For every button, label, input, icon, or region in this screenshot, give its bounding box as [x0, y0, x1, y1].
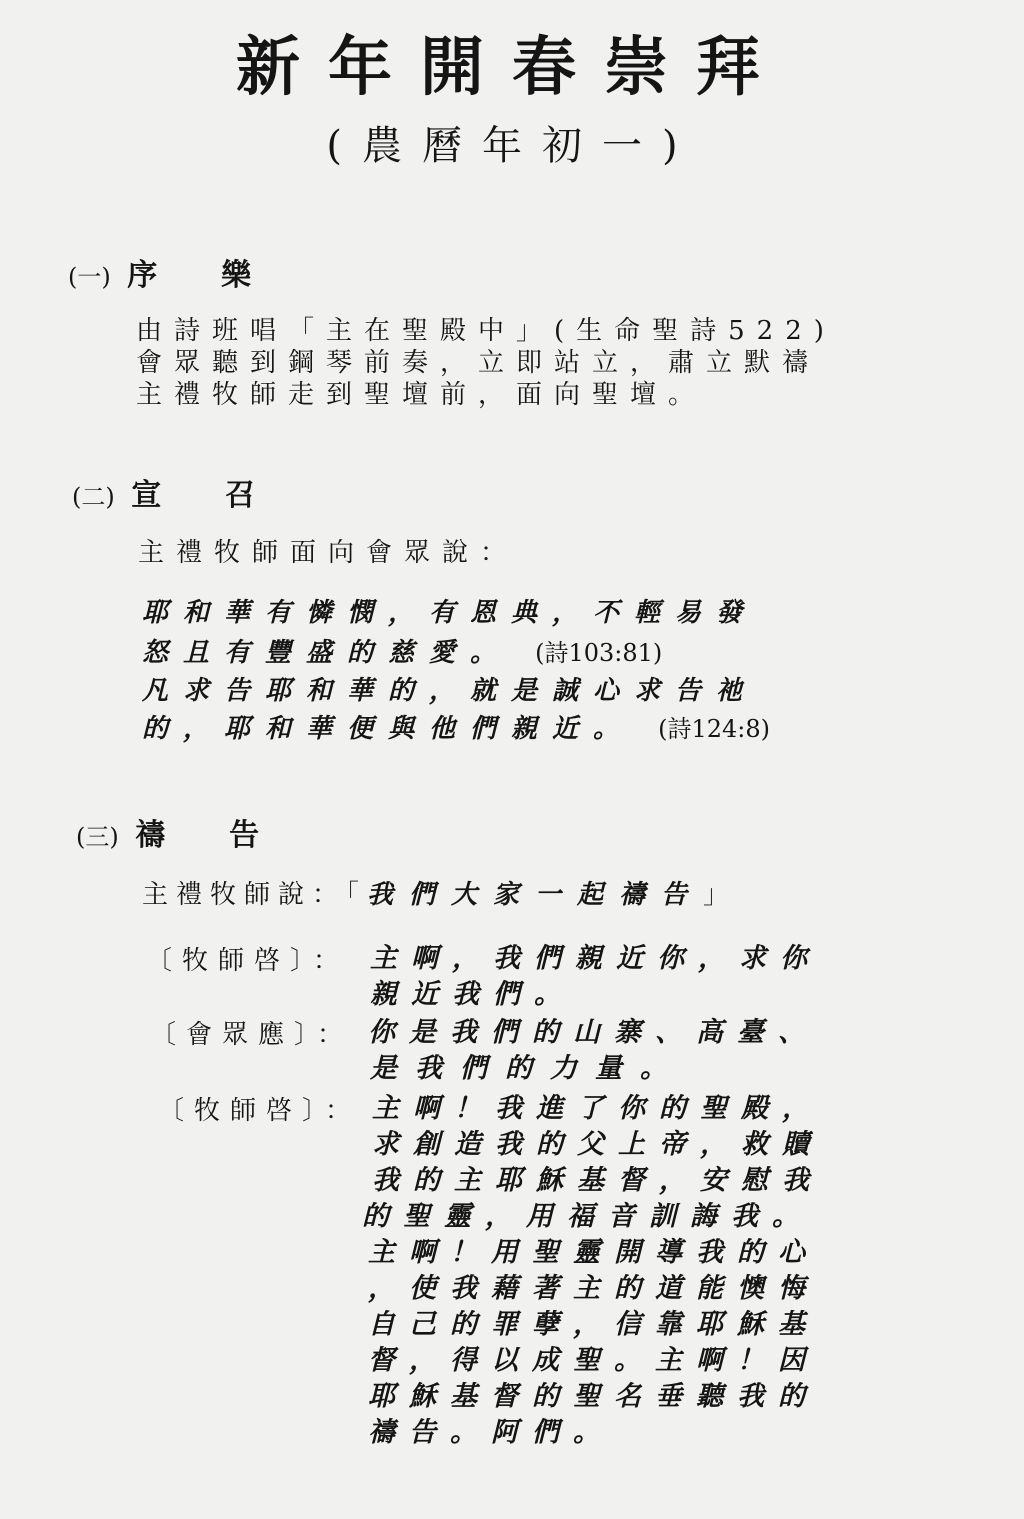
section-1-title: 序樂: [127, 258, 316, 293]
section-2-number: (二): [72, 483, 115, 511]
response-line: 我的主耶穌基督，安慰我: [372, 1165, 823, 1196]
response-line: 是我們的力量。: [370, 1053, 685, 1084]
response-line: 耶穌基督的聖名垂聽我的: [368, 1381, 819, 1412]
page-title: 新年開春崇拜: [236, 30, 788, 105]
response-line: 自己的罪孽，信靠耶穌基: [368, 1309, 819, 1340]
verse-line: [142, 592, 757, 629]
role-label-pastor: 〔牧師啓〕：: [146, 946, 350, 976]
response-line: 督，得以成聖。主啊！因: [368, 1345, 819, 1376]
section-1-number: (一): [68, 263, 111, 291]
verse-line: [142, 632, 662, 669]
verse-text: 凡求告耶和華的，就是誠心求告祂: [142, 676, 758, 706]
verse-text: 的，耶和華便與他們親近。: [142, 714, 635, 744]
verse-text: 耶和華有憐憫，有恩典，不輕易發: [142, 598, 758, 628]
response-line: 禱告。阿們。: [368, 1417, 614, 1448]
verse-reference: (詩103:81): [535, 639, 663, 667]
verse-reference: (詩124:8): [658, 715, 770, 743]
section-1-line: 會眾聽到鋼琴前奏，立即站立，肅立默禱: [136, 348, 821, 378]
role-label-pastor: 〔牧師啓〕：: [158, 1096, 362, 1126]
response-line: 求創造我的父上帝，救贖: [372, 1129, 823, 1160]
section-2-intro: 主禮牧師面向會眾說：: [138, 538, 519, 568]
section-1-line: 由詩班唱「主在聖殿中」(生命聖詩522): [136, 316, 836, 346]
response-line: 你是我們的山寨、高臺、: [368, 1017, 819, 1048]
section-1-line: 主禮牧師走到聖壇前，面向聖壇。: [136, 380, 707, 410]
response-line: 主啊，我們親近你，求你: [370, 943, 821, 974]
section-1-heading: [68, 250, 315, 294]
section-2-title: 宣召: [131, 478, 320, 513]
response-line: 主啊！我進了你的聖殿，: [372, 1093, 823, 1124]
response-line: 親近我們。: [370, 979, 575, 1010]
section-2-heading: [72, 470, 319, 514]
intro-close: 」: [703, 880, 738, 910]
section-3-number: (三): [76, 823, 119, 851]
response-line: 主啊！用聖靈開導我的心: [368, 1237, 819, 1268]
role-label-congregation: 〔會眾應〕：: [150, 1020, 354, 1050]
verse-text: 怒且有豐盛的慈愛。: [142, 638, 512, 668]
response-line: ，使我藉著主的道能懊悔: [368, 1273, 819, 1304]
verse-line: [142, 708, 770, 745]
section-3-title: 禱告: [135, 818, 324, 853]
section-3-heading: [76, 810, 323, 854]
section-3-intro: [142, 874, 737, 911]
intro-plain: 主禮牧師說：「: [142, 880, 368, 910]
page-subtitle: (農曆年初一): [326, 123, 698, 169]
intro-italic: 我們大家一起禱告: [367, 880, 704, 910]
verse-line: [142, 670, 757, 707]
response-line: 的聖靈，用福音訓誨我。: [362, 1201, 813, 1232]
